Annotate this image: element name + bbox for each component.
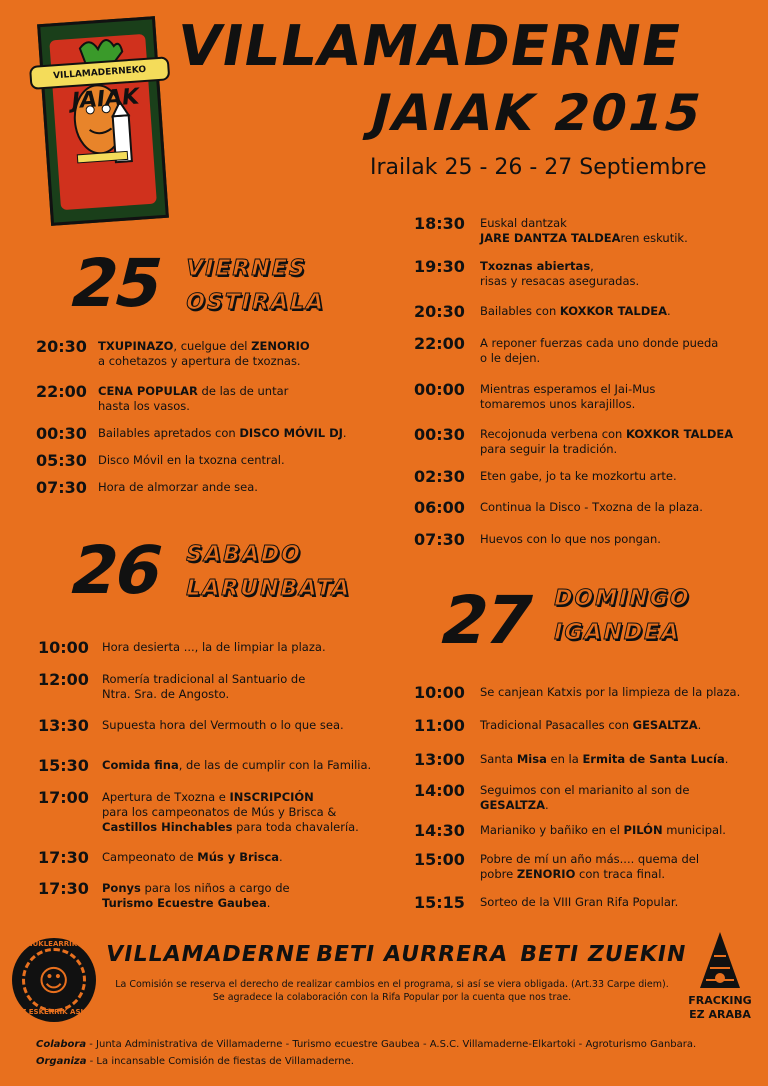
- event-description: Marianiko y bañiko en el PILÓN municipal.: [480, 823, 726, 837]
- event-description: Se canjean Katxis por la limpieza de la plaza.: [480, 685, 741, 699]
- smiling-sun-icon: ☺: [38, 964, 70, 999]
- event-time: 20:30: [36, 337, 87, 356]
- schedule-item: [414, 893, 678, 912]
- day-number-27: 27: [432, 582, 540, 659]
- schedule-item: [36, 337, 310, 369]
- event-description: Euskal dantzak JARE DANTZA TALDEAren eskutik.: [480, 216, 688, 245]
- schedule-item: [38, 848, 283, 867]
- event-description: Hora desierta ..., la de limpiar la plaza.: [102, 640, 326, 654]
- event-description: Eten gabe, jo ta ke mozkortu arte.: [480, 469, 677, 483]
- event-description: Romería tradicional al Santuario de Ntra. Sra. de Angosto.: [102, 672, 306, 701]
- schedule-item: [414, 498, 703, 517]
- event-description: A reponer fuerzas cada uno donde pueda o le dejen.: [480, 336, 719, 365]
- schedule-item: [36, 424, 347, 443]
- day-name-27-es: DOMINGO: [551, 586, 693, 611]
- event-time: 15:00: [414, 850, 465, 869]
- event-time: 00:30: [414, 425, 465, 444]
- event-time: 14:30: [414, 821, 465, 840]
- event-description: Apertura de Txozna e INSCRIPCIÓN para los campeonatos de Mús y Brisca & Castillos Hinchables para toda chavalería.: [102, 790, 359, 834]
- schedule-item: [414, 530, 661, 549]
- event-time: 19:30: [414, 257, 465, 276]
- schedule-item: [414, 425, 733, 457]
- festival-logo: [37, 16, 169, 226]
- schedule-item: [414, 821, 726, 840]
- schedule-item: [414, 214, 688, 246]
- schedule-item: [414, 716, 701, 735]
- event-description: CENA POPULAR de las de untar hasta los vasos.: [98, 384, 289, 413]
- event-description: Tradicional Pasacalles con GESALTZA.: [480, 718, 702, 732]
- logo-banner: VILLAMADERNEKO: [29, 56, 170, 90]
- page-subtitle: JAIAK 2015: [364, 84, 710, 142]
- event-time: 00:00: [414, 380, 465, 399]
- schedule-item: [38, 716, 344, 735]
- day-name-26-eu: LARUNBATA: [183, 576, 354, 601]
- event-time: 12:00: [38, 670, 89, 689]
- event-description: Mientras esperamos el Jai-Mus tomaremos unos karajillos.: [480, 382, 656, 411]
- schedule-item: [414, 850, 699, 882]
- event-description: Recojonuda verbena con KOXKOR TALDEA para seguir la tradición.: [480, 427, 734, 456]
- event-time: 13:00: [414, 750, 465, 769]
- schedule-item: [414, 467, 677, 486]
- event-description: Txoznas abiertas, risas y resacas aseguradas.: [480, 259, 640, 288]
- event-time: 13:30: [38, 716, 89, 735]
- logo-sub: JAIAK: [70, 84, 141, 115]
- schedule-item: [36, 478, 258, 497]
- event-time: 00:30: [36, 424, 87, 443]
- day-name-25-eu: OSTIRALA: [183, 290, 328, 315]
- event-description: Sorteo de la VIII Gran Rifa Popular.: [480, 895, 679, 909]
- schedule-item: [38, 788, 359, 835]
- event-description: Continua la Disco - Txozna de la plaza.: [480, 500, 703, 514]
- event-time: 11:00: [414, 716, 465, 735]
- schedule-item: [38, 638, 326, 657]
- event-time: 17:00: [38, 788, 89, 807]
- event-description: Supuesta hora del Vermouth o lo que sea.: [102, 718, 344, 732]
- schedule-item: [36, 382, 288, 414]
- event-time: 20:30: [414, 302, 465, 321]
- day-name-25-es: VIERNES: [183, 256, 310, 281]
- event-description: Seguimos con el marianito al son de GESALTZA.: [480, 783, 690, 812]
- event-time: 02:30: [414, 467, 465, 486]
- event-description: TXUPINAZO, cuelgue del ZENORIO a cohetazos y apertura de txoznas.: [98, 339, 310, 368]
- event-time: 06:00: [414, 498, 465, 517]
- schedule-item: [38, 670, 305, 702]
- event-time: 17:30: [38, 879, 89, 898]
- schedule-item: [414, 334, 718, 366]
- slogan-2: BETI AURRERA: [313, 942, 510, 967]
- colabora-label: Colabora: [36, 1039, 87, 1050]
- event-description: Hora de almorzar ande sea.: [98, 480, 258, 494]
- schedule-item: [414, 257, 639, 289]
- anti-nuclear-stamp: [12, 938, 96, 1022]
- stamp-bottom-text: EZ ESKERRIK ASKO: [16, 1008, 92, 1016]
- event-time: 05:30: [36, 451, 87, 470]
- page-title: VILLAMADERNE: [172, 14, 687, 79]
- slogan-1: VILLAMADERNE: [103, 942, 314, 967]
- fracking-line-2: EZ ARABA: [689, 1008, 751, 1021]
- schedule-item: [36, 451, 285, 470]
- event-description: Pobre de mí un año más.... quema del pobre ZENORIO con traca final.: [480, 852, 700, 881]
- organiza-text: - La incansable Comisión de fiestas de Villamaderne.: [86, 1056, 354, 1067]
- event-time: 15:30: [38, 756, 89, 775]
- event-description: Comida fina, de las de cumplir con la Familia.: [102, 758, 372, 772]
- footer-organiza: [36, 1054, 354, 1070]
- schedule-item: [414, 781, 689, 813]
- schedule-item: [414, 380, 655, 412]
- event-description: Bailables apretados con DISCO MÓVIL DJ.: [98, 426, 347, 440]
- stamp-top-text: NUKLEARRIK?: [26, 940, 82, 948]
- schedule-item: [38, 879, 290, 911]
- organiza-label: Organiza: [36, 1056, 87, 1067]
- event-time: 22:00: [414, 334, 465, 353]
- slogan-3: BETI ZUEKIN: [517, 942, 689, 967]
- schedule-item: [414, 750, 728, 769]
- event-time: 10:00: [38, 638, 89, 657]
- footer-colabora: [36, 1037, 696, 1053]
- event-time: 22:00: [36, 382, 87, 401]
- day-number-25: 25: [62, 245, 170, 322]
- day-name-26-es: SABADO: [183, 542, 305, 567]
- disclaimer-note: La Comisión se reserva el derecho de realizar cambios en el programa, si así se viera obligada. (Art.33 Carpe diem).: [115, 979, 669, 990]
- event-time: 07:30: [414, 530, 465, 549]
- event-description: Santa Misa en la Ermita de Santa Lucía.: [480, 752, 729, 766]
- schedule-item: [414, 683, 740, 702]
- schedule-item: [414, 302, 671, 321]
- event-time: 15:15: [414, 893, 465, 912]
- event-time: 07:30: [36, 478, 87, 497]
- day-name-27-eu: IGANDEA: [551, 620, 683, 645]
- schedule-item: [38, 756, 371, 775]
- fracking-logo: [680, 928, 760, 1028]
- event-description: Ponys para los niños a cargo de Turismo Ecuestre Gaubea.: [102, 881, 290, 910]
- event-time: 14:00: [414, 781, 465, 800]
- event-description: Campeonato de Mús y Brisca.: [102, 850, 283, 864]
- raffle-note: Se agradece la colaboración con la Rifa Popular por la cuenta que nos trae.: [212, 992, 572, 1003]
- event-time: 10:00: [414, 683, 465, 702]
- day-number-26: 26: [62, 532, 170, 609]
- fracking-line-1: FRACKING: [688, 994, 752, 1007]
- event-description: Disco Móvil en la txozna central.: [98, 453, 285, 467]
- event-time: 18:30: [414, 214, 465, 233]
- event-time: 17:30: [38, 848, 89, 867]
- event-description: Huevos con lo que nos pongan.: [480, 532, 661, 546]
- oil-derrick-icon: [680, 928, 760, 992]
- event-description: Bailables con KOXKOR TALDEA.: [480, 304, 671, 318]
- festival-dates: Irailak 25 - 26 - 27 Septiembre: [370, 155, 707, 180]
- colabora-text: - Junta Administrativa de Villamaderne - Turismo ecuestre Gaubea - A.S.C. Villamaderne-Elkartoki - Agroturismo Ganbara.: [86, 1039, 697, 1050]
